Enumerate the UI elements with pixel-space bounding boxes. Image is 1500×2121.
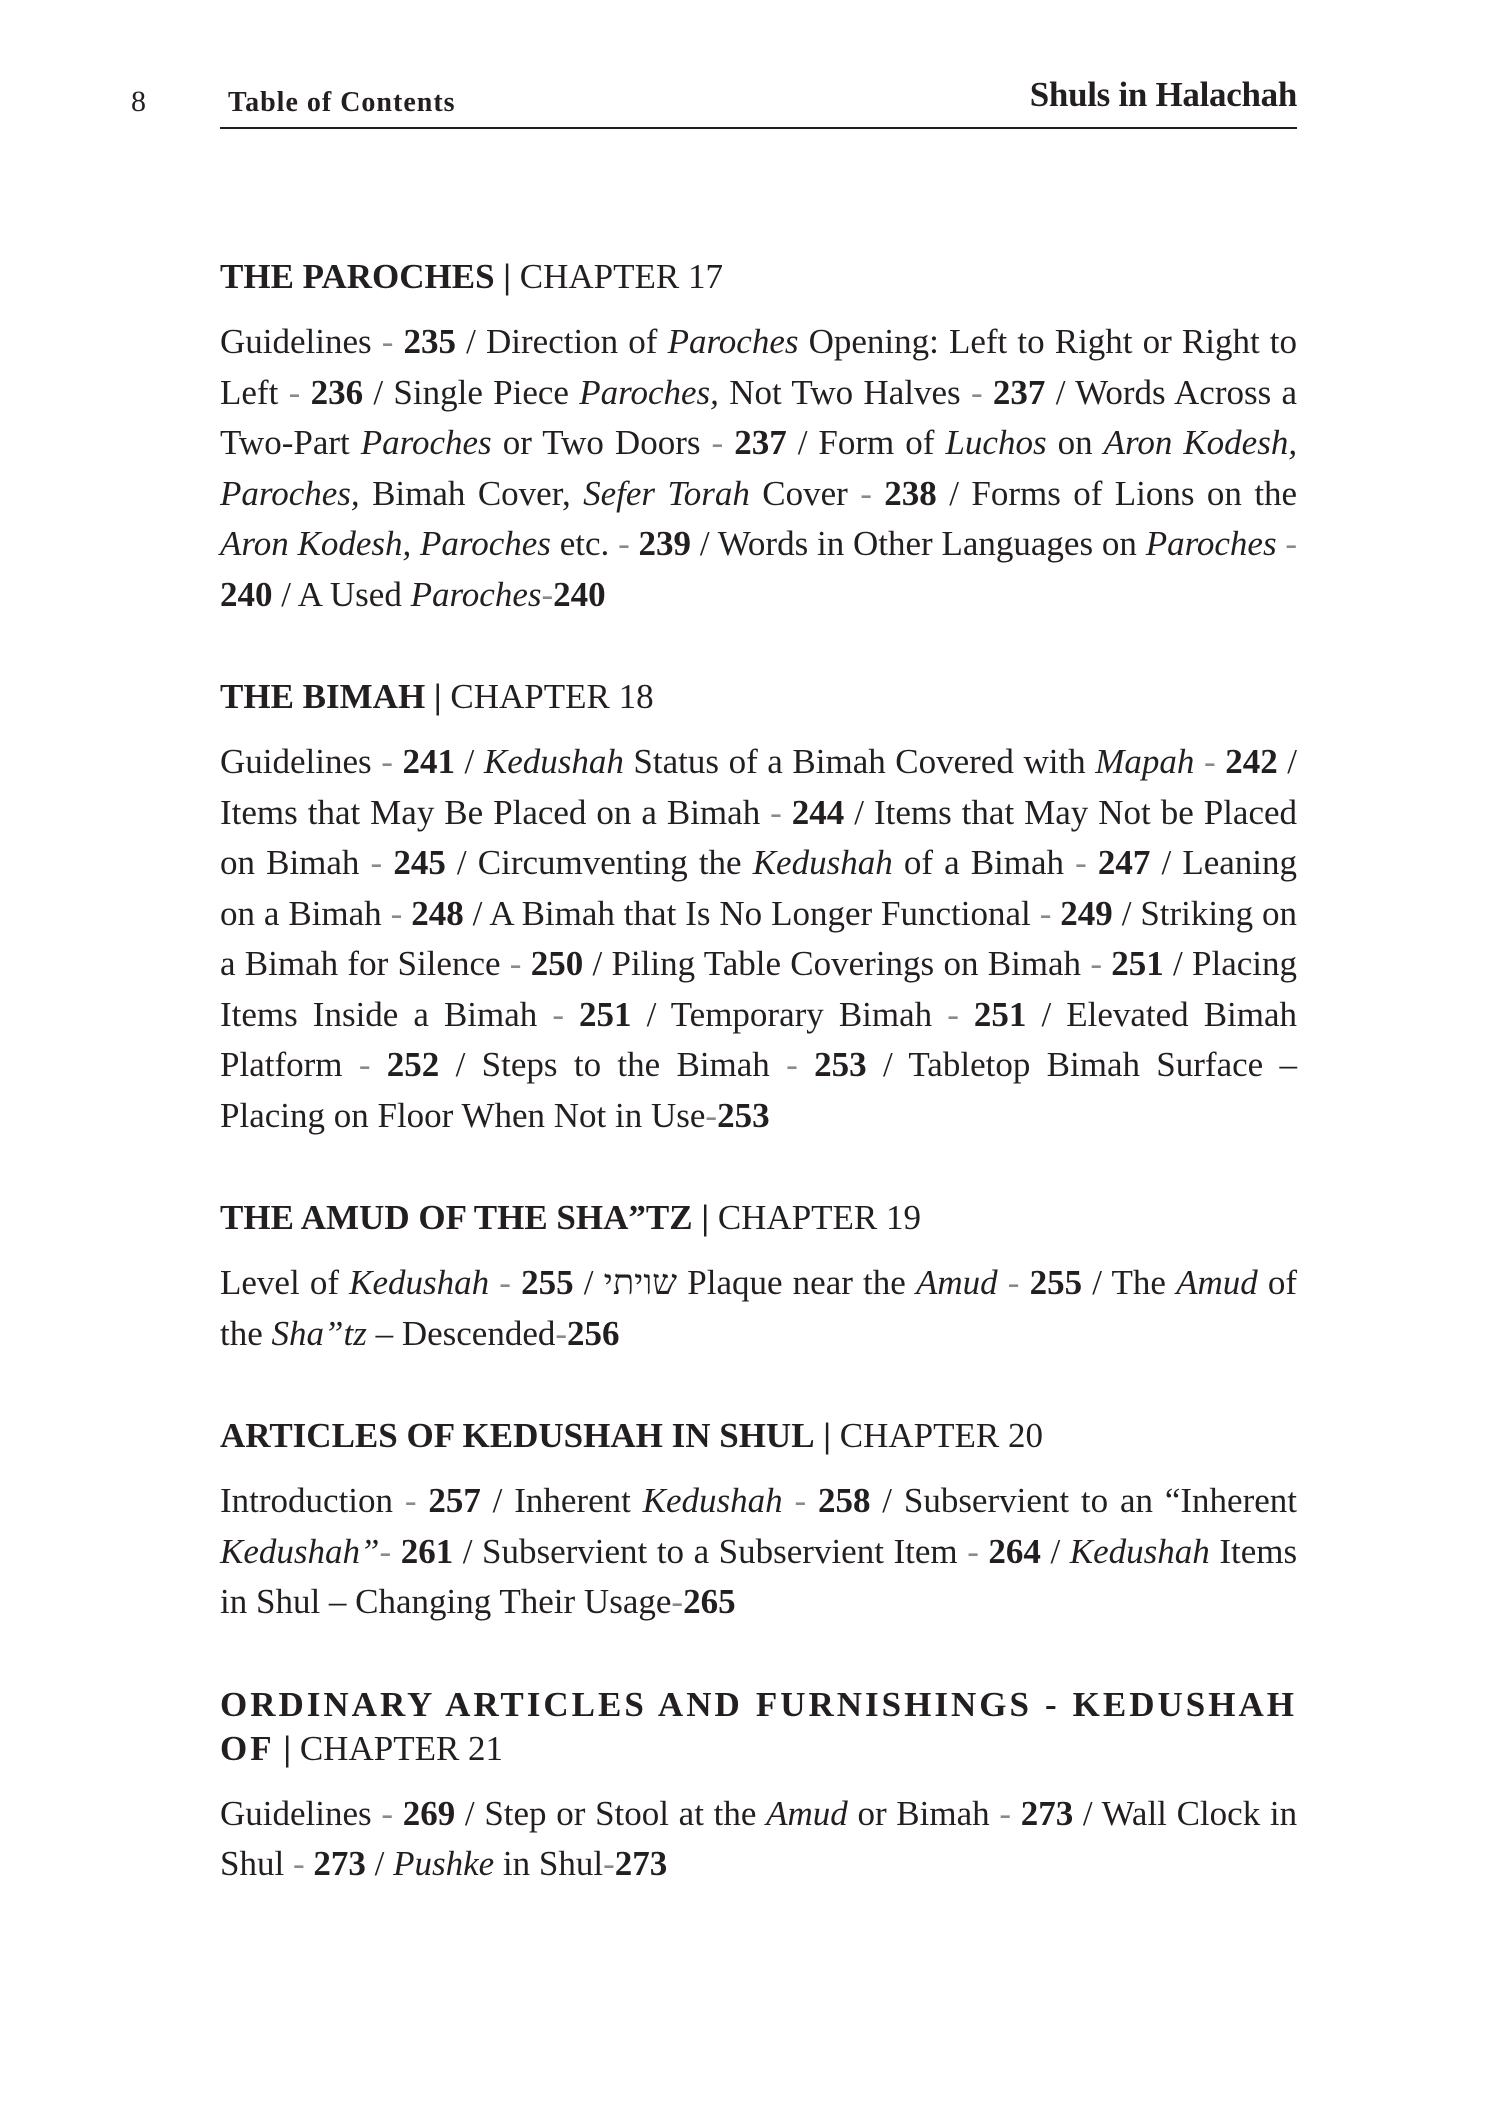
section-chapter: CHAPTER 17 bbox=[519, 257, 723, 296]
page-ref: 237 bbox=[734, 423, 787, 462]
entry-text: / Words in Other Languages on bbox=[699, 524, 1137, 563]
page-ref: 237 bbox=[992, 372, 1046, 412]
section-chapter: CHAPTER 21 bbox=[299, 1728, 504, 1768]
section-entries bbox=[220, 1789, 1297, 1890]
entry-dash: - bbox=[705, 1095, 718, 1135]
section-separator: | bbox=[283, 1728, 292, 1768]
entry-text: / A Bimah that Is No Longer Functional bbox=[472, 893, 1031, 933]
entry-dash: - bbox=[509, 944, 522, 983]
page-number: 8 bbox=[131, 85, 146, 118]
section-title: ARTICLES OF KEDUSHAH IN SHUL bbox=[220, 1416, 815, 1455]
entry-text: / Inherent bbox=[492, 1481, 631, 1520]
italic-term: Kedushah” bbox=[220, 1531, 380, 1571]
entry-text: Level of bbox=[220, 1263, 339, 1302]
section-entries bbox=[220, 1476, 1297, 1628]
section-separator: | bbox=[433, 677, 442, 716]
italic-term: Paroches, bbox=[579, 372, 719, 412]
page-ref: 261 bbox=[400, 1531, 454, 1571]
entry-text: in Shul bbox=[502, 1844, 604, 1883]
entry-text: / A Used bbox=[281, 574, 402, 614]
entry-dash: - bbox=[555, 1313, 568, 1353]
entry-text: Introduction bbox=[220, 1481, 394, 1520]
entry-dash: - bbox=[603, 1844, 615, 1883]
entry-text: or Bimah bbox=[857, 1793, 990, 1833]
entry-dash: - bbox=[379, 1531, 392, 1571]
entry-text: / Items that May Not be Placed on Bimah bbox=[220, 792, 1298, 882]
page-ref: 257 bbox=[428, 1481, 481, 1520]
entry-dash: - bbox=[1007, 1263, 1020, 1302]
entry-text: / bbox=[1050, 1531, 1061, 1571]
entry-text: etc. bbox=[559, 524, 610, 563]
entry-dash: - bbox=[1090, 944, 1102, 983]
italic-term: Kedushah bbox=[752, 843, 893, 882]
toc-section-chapter-21 bbox=[220, 1683, 1297, 1890]
entry-dash: - bbox=[552, 994, 564, 1034]
entry-dash: - bbox=[786, 1045, 798, 1084]
page-ref: 264 bbox=[988, 1531, 1041, 1571]
entry-dash: - bbox=[288, 372, 301, 412]
page-ref: 245 bbox=[393, 843, 446, 882]
entry-text: – Descended bbox=[375, 1313, 556, 1353]
entry-dash: - bbox=[499, 1263, 511, 1302]
page-ref: 251 bbox=[973, 994, 1027, 1034]
toc-section-chapter-20 bbox=[220, 1414, 1297, 1628]
entry-dash: - bbox=[970, 372, 983, 412]
entry-text: of a Bimah bbox=[903, 843, 1065, 882]
entry-text: / Direction of bbox=[466, 322, 658, 361]
book-title: Shuls in Halachah bbox=[1029, 75, 1297, 114]
entry-text: / Leaning on a Bimah bbox=[220, 843, 1298, 933]
italic-term: Aron Kodesh, Paroches, bbox=[220, 423, 1298, 513]
entry-dash: - bbox=[1203, 742, 1216, 781]
entry-dash: - bbox=[711, 423, 724, 462]
page-ref: 269 bbox=[402, 1793, 456, 1833]
page-ref: 235 bbox=[403, 322, 457, 361]
section-title: THE PAROCHES bbox=[220, 257, 495, 296]
italic-term: Kedushah bbox=[642, 1481, 783, 1520]
page-ref: 255 bbox=[521, 1263, 574, 1302]
italic-term: Aron Kodesh, Paroches bbox=[220, 524, 551, 563]
entry-dash: - bbox=[967, 1531, 979, 1571]
entry-dash: - bbox=[292, 1844, 305, 1883]
italic-term: Kedushah bbox=[483, 742, 624, 781]
entry-text: / Forms of Lions on the bbox=[949, 473, 1298, 513]
hebrew-term: שויתי bbox=[603, 1263, 678, 1302]
entry-text: / bbox=[583, 1263, 594, 1302]
entry-dash: - bbox=[381, 322, 394, 361]
italic-term: Mapah bbox=[1095, 742, 1195, 781]
page-ref: 244 bbox=[791, 792, 845, 832]
entry-text: Guidelines bbox=[220, 322, 372, 361]
entry-text: / Items that May Be Placed on a Bimah bbox=[220, 742, 1298, 832]
entry-text: Plaque near the bbox=[687, 1263, 906, 1302]
italic-term: Paroches bbox=[667, 322, 799, 361]
page-ref: 239 bbox=[638, 524, 692, 563]
section-title: ORDINARY ARTICLES AND FURNISHINGS - KEDUSHAH OF bbox=[220, 1684, 1297, 1768]
italic-term: Paroches bbox=[410, 574, 542, 614]
entry-text: / Tabletop Bimah Surface – Placing on Floor When Not in Use bbox=[220, 1045, 1298, 1135]
page-header bbox=[220, 72, 1297, 129]
entry-dash: - bbox=[1285, 524, 1298, 563]
entry-text: / Placing Items Inside a Bimah bbox=[220, 944, 1298, 1034]
page-ref: 249 bbox=[1060, 893, 1113, 933]
toc-content bbox=[220, 255, 1297, 1890]
entry-text: / Temporary Bimah bbox=[646, 994, 933, 1034]
entry-dash: - bbox=[370, 843, 383, 882]
italic-term: Amud bbox=[766, 1793, 848, 1833]
entry-text: on bbox=[1057, 423, 1093, 462]
toc-section-chapter-19 bbox=[220, 1196, 1297, 1359]
entry-text: Status of a Bimah Covered with bbox=[633, 742, 1086, 781]
section-heading bbox=[220, 1414, 1297, 1458]
section-entries bbox=[220, 1258, 1297, 1359]
entry-text: / Wall Clock in Shul bbox=[220, 1793, 1298, 1883]
entry-dash: - bbox=[947, 994, 959, 1034]
entry-text: Items in Shul – Changing Their Usage bbox=[220, 1531, 1298, 1621]
entry-text: Bimah Cover, bbox=[372, 473, 571, 513]
page-ref: 253 bbox=[814, 1045, 867, 1084]
italic-term: Pushke bbox=[393, 1844, 495, 1883]
section-title: THE AMUD OF THE SHA”TZ bbox=[220, 1198, 693, 1237]
toc-section-chapter-18 bbox=[220, 675, 1297, 1141]
entry-dash: - bbox=[1075, 843, 1087, 882]
page-ref: 248 bbox=[411, 893, 464, 933]
entry-text: / Words Across a Two-Part bbox=[220, 372, 1298, 462]
page-ref: 251 bbox=[1111, 944, 1164, 983]
section-chapter: CHAPTER 19 bbox=[717, 1198, 922, 1237]
section-entries bbox=[220, 317, 1297, 620]
entry-text: / The bbox=[1092, 1263, 1166, 1302]
italic-term: Sefer Torah bbox=[583, 473, 750, 513]
entry-dash: - bbox=[358, 1045, 371, 1084]
page-ref: 240 bbox=[220, 574, 273, 614]
page-ref: 255 bbox=[1029, 1263, 1083, 1302]
entry-text: / Elevated Bimah Platform bbox=[220, 994, 1298, 1084]
entry-dash: - bbox=[390, 893, 403, 933]
entry-text: Cover bbox=[762, 473, 848, 513]
entry-text: / Steps to the Bimah bbox=[455, 1045, 770, 1084]
page-ref: 241 bbox=[402, 742, 455, 781]
entry-dash: - bbox=[1039, 893, 1052, 933]
entry-text: / Circumventing the bbox=[456, 843, 742, 882]
entry-dash: - bbox=[999, 1793, 1011, 1833]
page-ref: 238 bbox=[884, 473, 937, 513]
section-title: THE BIMAH bbox=[220, 677, 426, 716]
page-ref: 273 bbox=[614, 1844, 668, 1883]
section-chapter: CHAPTER 18 bbox=[450, 677, 654, 716]
page-ref: 273 bbox=[313, 1844, 366, 1883]
entry-text: Guidelines bbox=[220, 742, 372, 781]
section-chapter: CHAPTER 20 bbox=[839, 1416, 1043, 1455]
entry-text: / Subservient to an “Inherent bbox=[882, 1481, 1297, 1520]
toc-section-chapter-17 bbox=[220, 255, 1297, 620]
entry-text: / Striking on a Bimah for Silence bbox=[220, 893, 1298, 983]
entry-text: / Single Piece bbox=[373, 372, 569, 412]
section-heading bbox=[220, 255, 1297, 299]
entry-dash: - bbox=[541, 574, 554, 614]
italic-term: Kedushah bbox=[349, 1263, 490, 1302]
entry-text: or Two Doors bbox=[502, 423, 701, 462]
section-separator: | bbox=[503, 257, 511, 296]
section-heading bbox=[220, 1196, 1297, 1240]
page-ref: 265 bbox=[683, 1582, 736, 1621]
entry-text: / bbox=[464, 742, 475, 781]
italic-term: Paroches bbox=[1145, 524, 1277, 563]
italic-term: Luchos bbox=[945, 423, 1047, 462]
entry-text: / Subservient to a Subservient Item bbox=[462, 1531, 958, 1571]
section-heading bbox=[220, 675, 1297, 719]
entry-text: Opening: Left to Right or Right to Left bbox=[220, 322, 1298, 412]
entry-dash: - bbox=[618, 524, 630, 563]
entry-text: Not Two Halves bbox=[729, 372, 961, 412]
entry-dash: - bbox=[404, 1481, 417, 1520]
page-ref: 258 bbox=[817, 1481, 871, 1520]
entry-text: / bbox=[374, 1844, 385, 1883]
entry-text: / Piling Table Coverings on Bimah bbox=[592, 944, 1082, 983]
entry-dash: - bbox=[770, 792, 782, 832]
entry-dash: - bbox=[860, 473, 872, 513]
entry-text: Guidelines bbox=[220, 1793, 372, 1833]
section-separator: | bbox=[823, 1416, 832, 1455]
entry-dash: - bbox=[381, 742, 393, 781]
page-ref: 273 bbox=[1020, 1793, 1074, 1833]
entry-dash: - bbox=[794, 1481, 807, 1520]
page-ref: 240 bbox=[553, 574, 606, 614]
page-ref: 253 bbox=[717, 1095, 770, 1135]
italic-term: Sha”tz bbox=[271, 1313, 367, 1353]
page-ref: 236 bbox=[310, 372, 364, 412]
page-ref: 247 bbox=[1097, 843, 1151, 882]
section-heading bbox=[220, 1683, 1297, 1771]
italic-term: Amud bbox=[1176, 1263, 1258, 1302]
entry-dash: - bbox=[381, 1793, 393, 1833]
entry-dash: - bbox=[671, 1582, 684, 1621]
page-ref: 250 bbox=[530, 944, 584, 983]
page-ref: 251 bbox=[579, 994, 632, 1034]
page-ref: 252 bbox=[386, 1045, 440, 1084]
section-separator: | bbox=[701, 1198, 710, 1237]
italic-term: Amud bbox=[915, 1263, 998, 1302]
page-ref: 256 bbox=[567, 1313, 620, 1353]
entry-text: / Form of bbox=[797, 423, 935, 462]
running-head: Table of Contents bbox=[228, 87, 456, 118]
italic-term: Kedushah bbox=[1069, 1531, 1210, 1571]
page-ref: 242 bbox=[1225, 742, 1278, 781]
section-entries bbox=[220, 737, 1297, 1141]
entry-text: / Step or Stool at the bbox=[464, 1793, 757, 1833]
italic-term: Paroches bbox=[360, 423, 492, 462]
entry-text: of the bbox=[220, 1263, 1298, 1353]
